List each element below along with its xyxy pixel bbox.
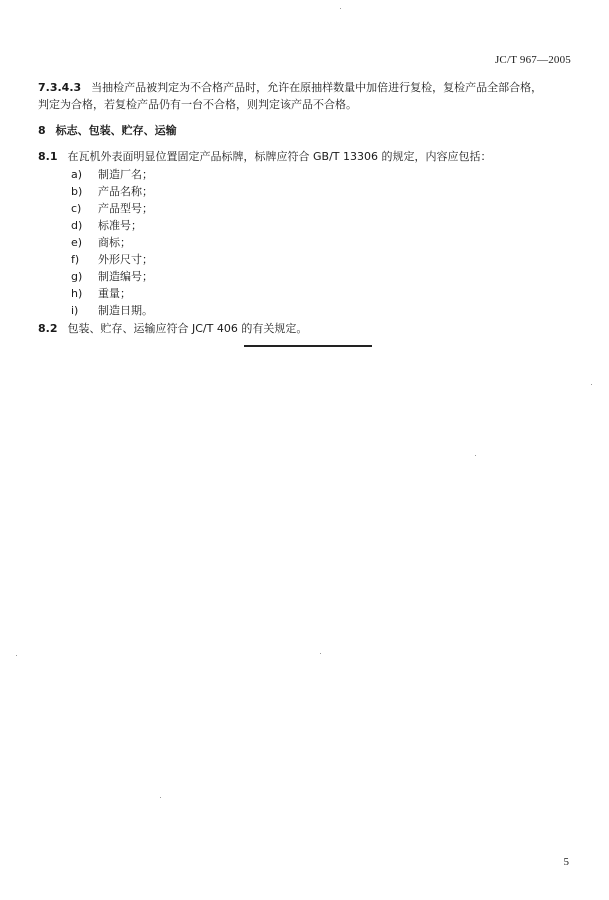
clause-text: 包装、贮存、运输应符合 JC/T 406 的有关规定。 (67, 322, 308, 335)
list-item: d) 标准号； (71, 219, 142, 232)
scan-speck (591, 384, 592, 385)
clause-7-3-4-3-line2: 判定为合格，若复检产品仍有一台不合格，则判定该产品不合格。 (38, 98, 357, 111)
end-of-standard-rule (244, 345, 372, 347)
list-item: h) 重量； (71, 287, 131, 300)
scan-speck (475, 455, 476, 456)
standard-code-header: JC/T 967—2005 (494, 54, 571, 66)
page-number: 5 (563, 856, 569, 868)
section-number: 8 (38, 124, 46, 137)
clause-number: 7.3.4.3 (38, 81, 82, 94)
clause-text: 当抽检产品被判定为不合格产品时，允许在原抽样数量中加倍进行复检，复检产品全部合格， (91, 81, 543, 94)
list-item: i) 制造日期。 (71, 304, 153, 317)
section-title: 标志、包装、贮存、运输 (55, 124, 177, 137)
scan-speck (16, 655, 17, 656)
clause-text: 在瓦机外表面明显位置固定产品标牌，标牌应符合 GB/T 13306 的规定，内容应包括： (67, 150, 492, 163)
list-item: c) 产品型号； (71, 202, 153, 215)
clause-8-1 (38, 149, 491, 165)
scan-speck (340, 8, 341, 9)
list-item: e) 商标； (71, 236, 131, 249)
clause-7-3-4-3-line1 (38, 80, 542, 96)
list-item: g) 制造编号； (71, 270, 153, 283)
section-8-heading (38, 123, 177, 139)
list-item: a) 制造厂名； (71, 168, 153, 181)
clause-number: 8.1 (38, 150, 58, 163)
scan-speck (160, 797, 161, 798)
list-item: f) 外形尺寸； (71, 253, 153, 266)
list-item: b) 产品名称； (71, 185, 153, 198)
clause-number: 8.2 (38, 322, 58, 335)
clause-8-2 (38, 321, 307, 337)
scan-speck (320, 653, 321, 654)
